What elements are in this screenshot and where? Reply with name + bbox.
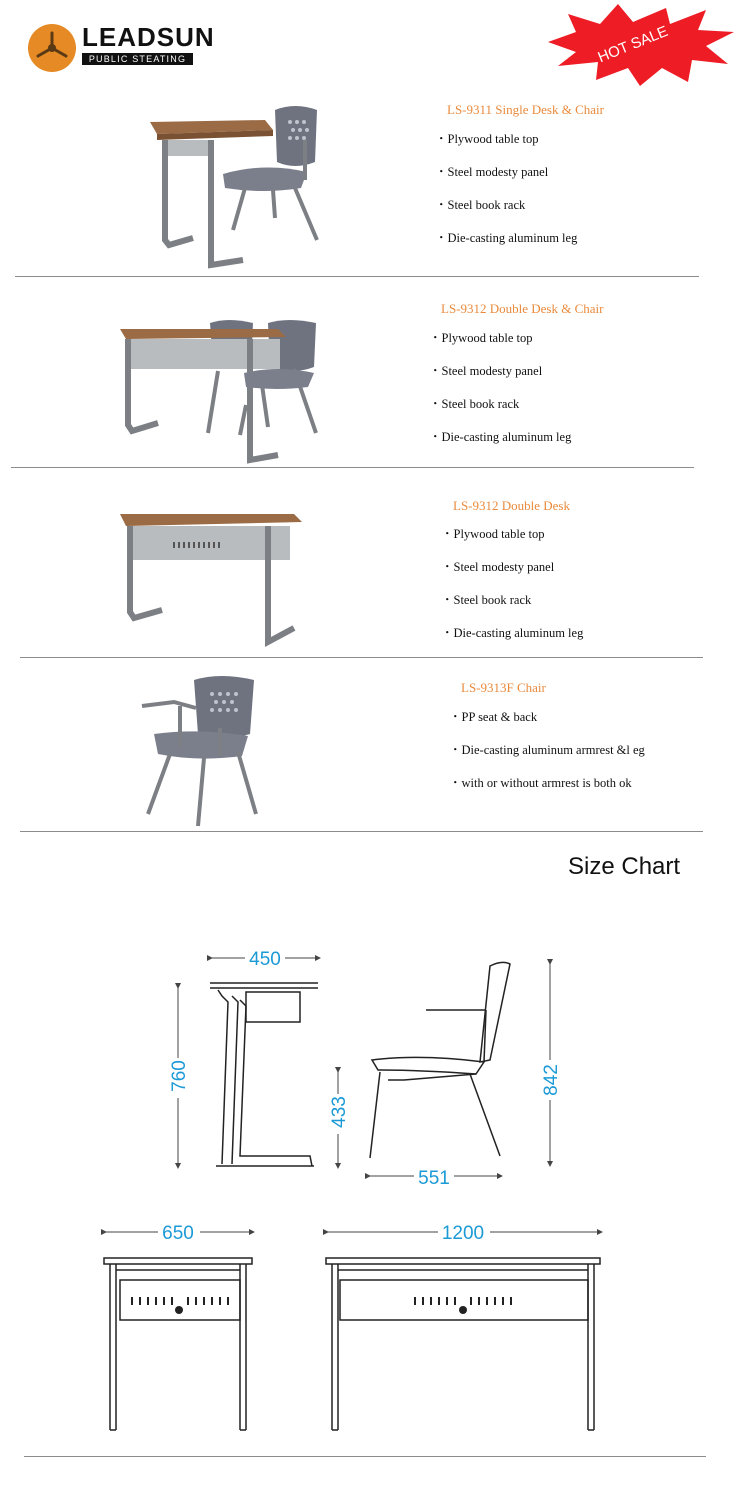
feature-item: ・Die-casting aluminum leg <box>435 231 578 245</box>
feature-list <box>435 123 577 255</box>
dimension-label: 433 <box>329 1096 350 1128</box>
section-divider <box>24 1456 706 1457</box>
feature-item: ・Die-casting aluminum armrest &l eg <box>449 743 645 757</box>
product-title: LS-9312 Double Desk & Chair <box>441 301 604 316</box>
feature-item: ・Plywood table top <box>441 527 545 541</box>
double-desk-chair-image <box>118 315 323 465</box>
product-title: LS-9313F Chair <box>461 680 546 695</box>
feature-list <box>429 322 571 454</box>
product-title: LS-9311 Single Desk & Chair <box>447 102 604 117</box>
section-divider <box>20 657 703 658</box>
feature-item: ・with or without armrest is both ok <box>449 776 632 790</box>
dimension-label: 650 <box>162 1223 194 1244</box>
feature-list <box>449 701 645 800</box>
dimension-label: 450 <box>249 949 281 970</box>
size-chart-title: Size Chart <box>568 853 681 880</box>
section-divider <box>20 831 703 832</box>
feature-item: ・PP seat & back <box>449 710 538 724</box>
feature-item: ・Steel modesty panel <box>435 165 549 179</box>
feature-item: ・Steel book rack <box>435 198 526 212</box>
section-divider <box>15 276 699 277</box>
brand-name: LEADSUN <box>82 22 215 52</box>
feature-item: ・Steel book rack <box>429 397 520 411</box>
chair-image <box>140 672 265 830</box>
feature-item: ・Steel book rack <box>441 593 532 607</box>
dimension-label: 1200 <box>441 1223 485 1244</box>
dimension-label: 842 <box>541 1064 562 1096</box>
feature-item: ・Die-casting aluminum leg <box>441 626 584 640</box>
hot-sale-label: HOT SALE <box>595 22 671 67</box>
feature-item: ・Steel modesty panel <box>441 560 555 574</box>
feature-item: ・Plywood table top <box>429 331 533 345</box>
feature-list <box>441 518 583 650</box>
size-chart-drawings <box>0 930 750 1450</box>
single-desk-chair-image <box>145 100 325 275</box>
double-desk-image <box>118 508 303 648</box>
feature-item: ・Plywood table top <box>435 132 539 146</box>
feature-item: ・Steel modesty panel <box>429 364 543 378</box>
dimension-label: 551 <box>418 1168 450 1189</box>
feature-item: ・Die-casting aluminum leg <box>429 430 572 444</box>
product-title: LS-9312 Double Desk <box>453 498 570 513</box>
dimension-label: 760 <box>169 1060 190 1092</box>
brand-subtitle: PUBLIC STEATING <box>82 53 193 65</box>
brand-logo-icon <box>28 24 76 72</box>
section-divider <box>11 467 694 468</box>
